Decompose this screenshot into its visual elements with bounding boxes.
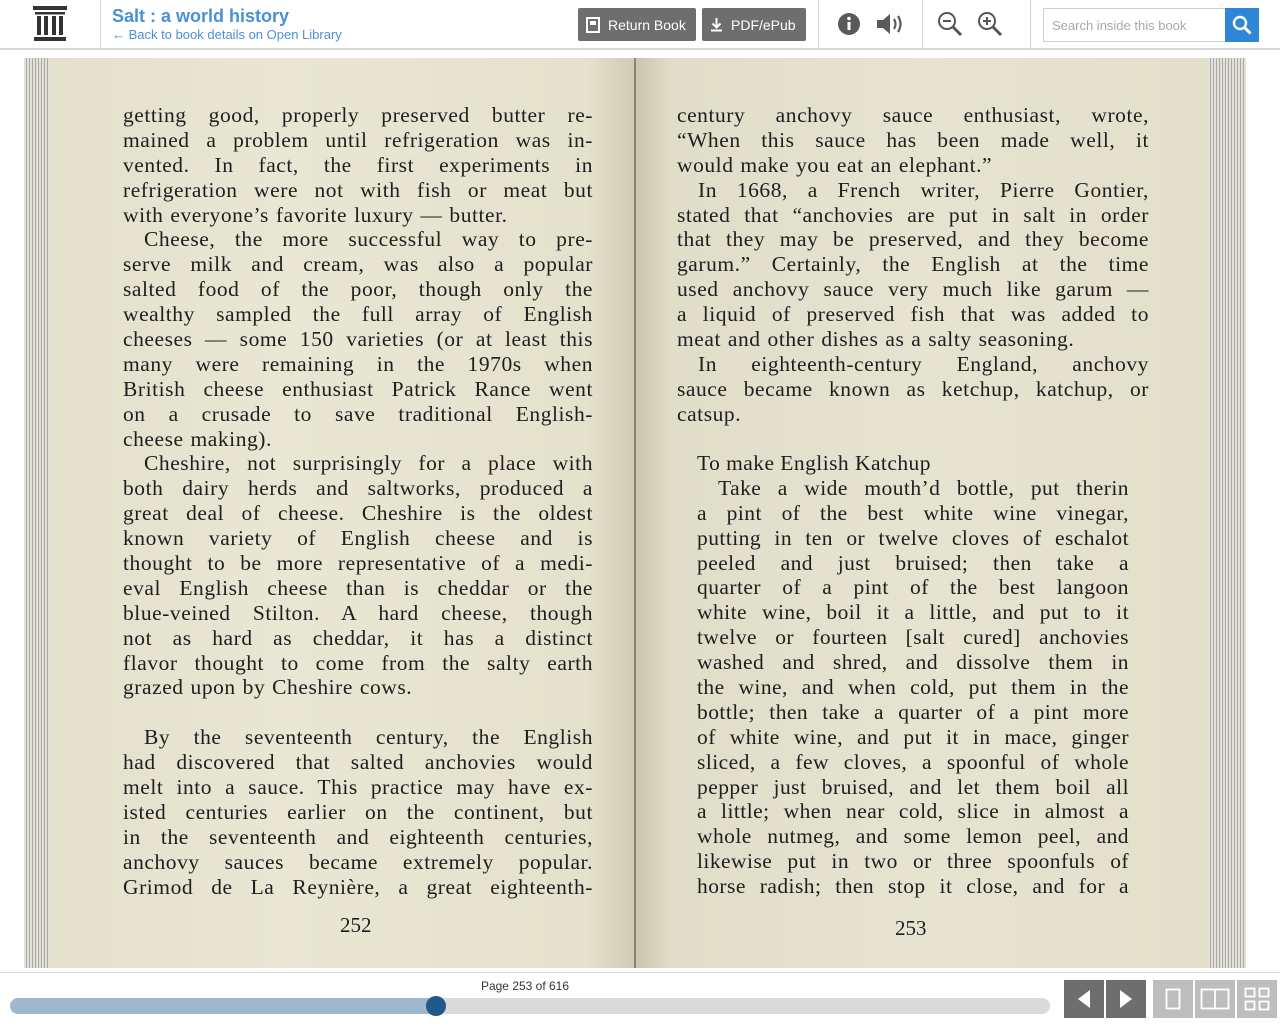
text-line: century anchovy sauce enthusiast, wrote, (677, 103, 1149, 127)
recipe-line: whole nutmeg, and some lemon peel, and (697, 824, 1129, 849)
return-book-button[interactable] (578, 8, 696, 41)
read-aloud-button[interactable] (873, 10, 907, 38)
recipe-line: putting in ten or twelve cloves of eschalot (697, 525, 1129, 550)
page-indicator: Page 253 of 616 (480, 979, 570, 993)
two-page-spread (24, 58, 1246, 968)
text-line: By the seventeenth century, the English (144, 725, 593, 750)
text-line: In 1668, a French writer, Pierre Gontier, (698, 177, 1149, 202)
recipe-line: pepper just bruised, and let them boil all (697, 774, 1129, 799)
text-line: cheese making). (123, 426, 272, 451)
text-line: stated that “anchovies are put in salt in order (677, 202, 1149, 227)
page-scrubber[interactable] (10, 998, 1050, 1014)
recipe-line: washed and shred, and dissolve them in (697, 650, 1129, 675)
text-line: isted centuries earlier on the continent, but (123, 799, 593, 824)
search-input[interactable] (1043, 8, 1225, 42)
recipe-line: horse radish; then stop it close, and for a (697, 874, 1129, 899)
text-line: wealthy sampled the full array of English (123, 302, 593, 327)
recipe-line: white wine, boil it a little, and put to it (697, 600, 1129, 625)
scrubber-handle[interactable] (426, 996, 446, 1016)
search-button[interactable] (1225, 8, 1259, 42)
grid-icon (1244, 987, 1270, 1011)
left-page-text (123, 103, 593, 900)
text-line: blue-veined Stilton. A hard cheese, though (123, 600, 593, 625)
toolbar-divider (1030, 0, 1031, 48)
text-line: eval English cheese than is cheddar or the (123, 575, 593, 600)
text-line: great deal of cheese. Cheshire is the oldest (123, 501, 593, 526)
text-line: salted food of the poor, though only the (123, 277, 593, 302)
book-viewer (0, 50, 1280, 972)
recipe-line: likewise put in two or three spoonfuls of (697, 849, 1129, 874)
recipe-block (697, 451, 1129, 899)
text-line: known variety of English cheese and is (123, 526, 593, 551)
text-line: Grimod de La Reynière, a great eighteenth- (123, 874, 593, 899)
return-book-icon (586, 17, 600, 33)
zoom-in-button[interactable] (976, 10, 1004, 38)
text-line: flavor thought to come from the salty earth (123, 650, 593, 675)
text-line: in the seventeenth and eighteenth centuries, (123, 824, 593, 849)
text-line: both dairy herds and saltworks, produced a (123, 476, 593, 501)
recipe-line: a pint of the best white wine vinegar, (697, 500, 1129, 525)
two-page-view-button[interactable] (1195, 980, 1235, 1018)
page-stack-left[interactable] (24, 58, 50, 968)
left-page-number: 252 (340, 913, 372, 937)
info-icon (837, 12, 861, 36)
recipe-title: To make English Katchup (697, 451, 931, 475)
text-line: mained a problem until refrigeration was in- (123, 127, 593, 152)
text-line: used anchovy sauce very much like garum — (677, 277, 1149, 302)
book-title-block (112, 5, 342, 43)
zoom-out-icon (937, 11, 963, 37)
text-line: many were remaining in the 1970s when (123, 351, 593, 376)
text-line: catsup. (677, 401, 742, 426)
text-line: Cheese, the more successful way to pre- (144, 227, 593, 252)
recipe-line: a little; when near cold, slice in almost a (697, 799, 1129, 824)
text-line: Cheshire, not surprisingly for a place with (144, 451, 593, 476)
previous-page-button[interactable] (1064, 980, 1104, 1018)
recipe-line: quarter of a pint of the best langoon (697, 575, 1129, 600)
scrubber-progress (10, 998, 436, 1014)
text-line: anchovy sauces became extremely popular. (123, 849, 593, 874)
info-button[interactable] (835, 10, 863, 38)
text-line: sauce became known as ketchup, katchup, or (677, 376, 1149, 401)
arrow-left-icon (1076, 989, 1092, 1009)
text-line: In eighteenth-century England, anchovy (698, 351, 1149, 376)
text-line: melt into a sauce. This practice may have ex- (123, 775, 593, 800)
zoom-in-icon (977, 11, 1003, 37)
back-to-details-link[interactable]: ← Back to book details on Open Library (112, 27, 342, 42)
recipe-line: peeled and just bruised; then take a (697, 550, 1129, 575)
text-line: garum.” Certainly, the English at the time (677, 252, 1149, 277)
one-page-icon (1165, 988, 1181, 1010)
recipe-line: Take a wide mouth’d bottle, put therin (718, 475, 1129, 500)
recipe-line: sliced, a few cloves, a spoonful of whole (697, 749, 1129, 774)
arrow-right-icon (1118, 989, 1134, 1009)
toolbar-divider (922, 0, 923, 48)
recipe-line: of white wine, and put it in mace, ginger (697, 724, 1129, 749)
pdf-epub-label: PDF/ePub (731, 16, 796, 33)
text-line: not as hard as cheddar, it has a distinct (123, 625, 593, 650)
top-toolbar (0, 0, 1280, 50)
text-line: getting good, properly preserved butter re- (123, 103, 593, 127)
page-stack-right[interactable] (1208, 58, 1246, 968)
text-line: on a crusade to save traditional English- (123, 401, 593, 426)
archive-logo[interactable] (0, 0, 101, 48)
right-page-text (677, 103, 1149, 427)
speaker-icon (875, 13, 905, 35)
text-line: vented. In fact, the first experiments in (123, 152, 593, 177)
text-line: would make you eat an elephant.” (677, 152, 993, 177)
text-line: with everyone’s favorite luxury — butter. (123, 202, 508, 227)
two-page-icon (1200, 988, 1230, 1010)
recipe-line: twelve or fourteen [salt cured] anchovies (697, 625, 1129, 650)
text-line: that they may be preserved, and they become (677, 227, 1149, 252)
text-line: cheeses — some 150 varieties (or at least this (123, 327, 593, 352)
text-line: a liquid of preserved fish that was added to (677, 302, 1149, 327)
recipe-line: bottle; then take a quarter of a pint more (697, 699, 1129, 724)
search-icon (1232, 15, 1252, 35)
text-line: serve milk and cream, was also a popular (123, 252, 593, 277)
pdf-epub-button[interactable] (702, 8, 806, 41)
text-line: refrigeration were not with fish or meat but (123, 177, 593, 202)
text-line: thought to be more representative of a medi- (123, 551, 593, 576)
bottom-navbar (0, 972, 1280, 1024)
return-book-label: Return Book (608, 16, 686, 33)
text-line: had discovered that salted anchovies would (123, 750, 593, 775)
one-page-view-button[interactable] (1153, 980, 1193, 1018)
book-title-link[interactable]: Salt : a world history (112, 6, 290, 26)
thumbnail-view-button[interactable] (1237, 980, 1277, 1018)
archive-logo-icon (33, 6, 67, 42)
text-line: meat and other dishes as a salty seasoning. (677, 327, 1075, 352)
recipe-line: the wine, and when cold, put them in the (697, 675, 1129, 700)
zoom-out-button[interactable] (936, 10, 964, 38)
text-line: British cheese enthusiast Patrick Rance went (123, 376, 593, 401)
download-icon (710, 17, 723, 32)
toolbar-divider (818, 0, 819, 48)
text-line: grazed upon by Cheshire cows. (123, 675, 413, 700)
next-page-button[interactable] (1106, 980, 1146, 1018)
text-line (123, 700, 593, 725)
right-page-number: 253 (895, 916, 927, 940)
text-line: “When this sauce has been made well, it (677, 127, 1149, 152)
